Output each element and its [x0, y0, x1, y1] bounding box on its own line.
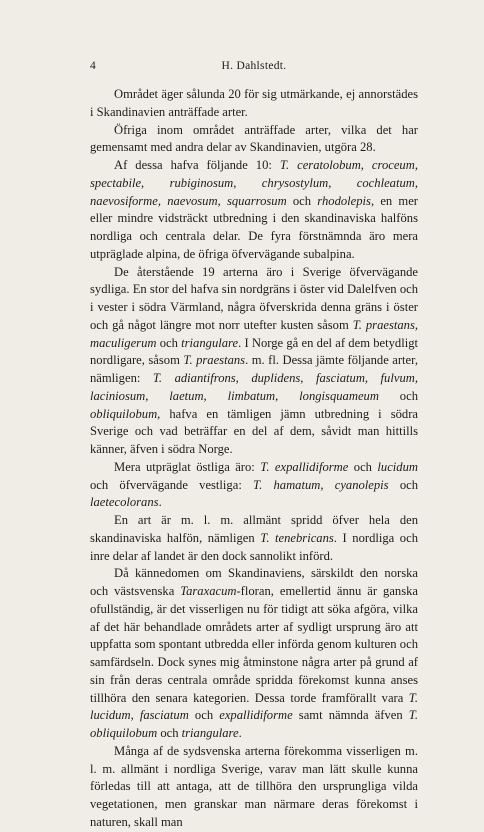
- italic-run: obliquilobum: [90, 406, 158, 421]
- paragraph: [90, 264, 418, 459]
- text-run: , en mer eller mindre vidsträckt utbredning i den skandinaviska halföns nordliga och centrala delar. De fyra förstnämnda äro mera utpräglade alpina, de öfriga öfvervägande subalpina.: [90, 193, 418, 261]
- text-run: och: [188, 708, 220, 723]
- paragraph: [90, 743, 418, 832]
- paragraph: [90, 565, 418, 743]
- text-run: och: [378, 388, 418, 403]
- text-run: och: [157, 726, 182, 740]
- text-run: En art är m. l. m. allmänt spridd öfver hela den skandinaviska halfön, nämligen: [90, 513, 418, 545]
- italic-run: T. lucidum, fasciatum: [90, 690, 418, 723]
- paragraph: [90, 86, 418, 122]
- italic-run: laetecolorans: [90, 495, 159, 510]
- text-run: Då kännedomen om Skandinaviens, särskildt den norska och västsvenska: [90, 566, 418, 598]
- italic-run: T. adiantifrons, duplidens, fasciatum, fulvum, laciniosum, laetum, limbatum, longisquameum: [90, 371, 418, 403]
- italic-run: T. expallidiforme: [260, 459, 349, 474]
- text-run: och: [348, 459, 378, 474]
- italic-run: T. obliquilobum: [90, 708, 418, 740]
- text-run: .: [238, 726, 242, 740]
- italic-run: triangulare: [181, 726, 239, 740]
- text-run: Många af de sydsvenska arterna förekomma visserligen m. l. m. allmänt i nordliga Sverige, varav man lätt skulle kunna förledas till att antaga, att de tillhöra den ursprungliga vilda vegetationen, men granskar man närmare deras förekomst i naturen, skall man: [90, 743, 418, 829]
- page-number: 4: [90, 60, 96, 72]
- text-run: Mera utpräglat östliga äro:: [114, 459, 261, 474]
- paragraph: [90, 122, 418, 158]
- text-run: Af dessa hafva följande 10:: [114, 158, 280, 172]
- text-run: samt nämnda äfven: [292, 708, 409, 723]
- italic-run: Taraxacum: [180, 584, 237, 598]
- text-run: och: [156, 335, 182, 350]
- italic-run: T. hamatum, cyanolepis: [253, 477, 389, 492]
- body-text: [90, 86, 418, 832]
- italic-run: lucidum: [377, 459, 418, 474]
- text-run: De återstående 19 arterna äro i Sverige öfvervägande sydliga. En stor del hafva sin nordgräns i öster vid Dalelfven och i vester i södra Värmland, några öfverskrida denna gräns i öster och gå något längre mot norr utefter kusten såsom: [90, 264, 418, 332]
- text-run: Området äger sålunda 20 för sig utmärkande, ej annorstädes i Skandinavien anträffade arter.: [90, 87, 418, 119]
- paragraph: [90, 157, 418, 264]
- italic-run: T. tenebricans: [260, 530, 334, 545]
- text-run: . m. fl. Dessa jämte följande arter, nämligen:: [90, 353, 418, 385]
- italic-run: T. praestans, maculigerum: [90, 317, 418, 350]
- page-header: [90, 60, 418, 76]
- italic-run: T. ceratolobum, croceum, spectabile, rubiginosum, chrysostylum, cochleatum, naevosiforme, naevosum, squarrosum: [90, 158, 418, 208]
- italic-run: expallidiforme: [219, 708, 293, 723]
- text-run: och öfvervägande vestliga:: [90, 477, 254, 492]
- text-run: och: [388, 477, 418, 492]
- text-run: . I nordliga och inre delar af landet är den dock sannolikt införd.: [90, 530, 418, 563]
- text-run: Öfriga inom området anträffade arter, vilka det har gemensamt med andra delar av Skandinavien, utgöra 28.: [90, 122, 418, 155]
- paragraph: [90, 512, 418, 565]
- text-run: och: [286, 193, 318, 208]
- text-run: , hafva en tämligen jämn utbredning i södra Sverige och vad beträffar en del af dem, såvidt man hittills känner, äfven i södra Norge.: [90, 406, 418, 456]
- running-title: H. Dahlstedt.: [221, 60, 287, 72]
- text-run: . I Norge gå en del af dem betydligt nordligare, såsom: [90, 335, 419, 368]
- text-run: -floran, emellertid ännu är ganska ofullständig, är det visserligen nu för tidigt att söka afgöra, vilka af det här behandlade områdets arter af sydligt ursprung äro att uppfatta som spontant utbredda eller införda genom kulturen och samfärdseln. Dock synes mig åtminstone några arter på grund af sin från deras centrala område spridda förekomst kunna anses tillhöra den senara kategorien. Dessa torde framförallt vara: [90, 584, 419, 705]
- italic-run: triangulare: [181, 335, 239, 350]
- paragraph: [90, 459, 418, 512]
- italic-run: T. praestans: [183, 353, 246, 368]
- text-run: .: [158, 495, 162, 510]
- italic-run: rhodolepis: [317, 193, 371, 208]
